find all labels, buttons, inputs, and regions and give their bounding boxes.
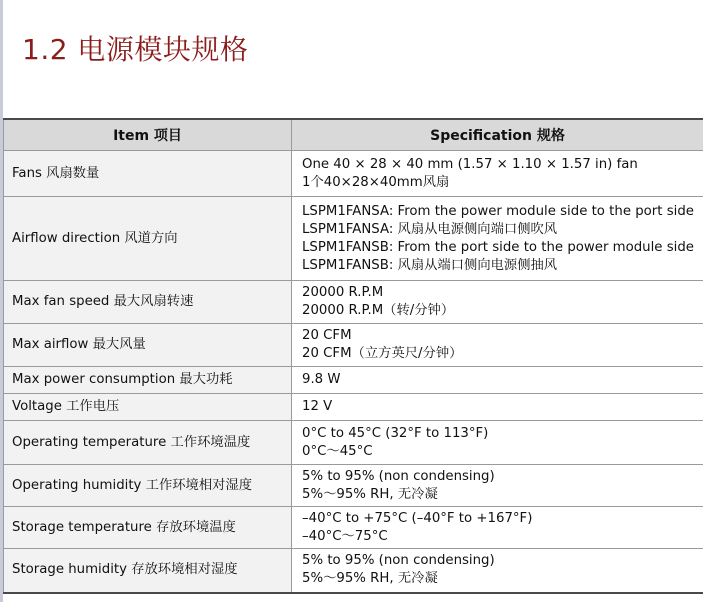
spec-line: 20000 R.P.M (302, 285, 384, 300)
table-header-row (4, 119, 703, 151)
spec-line: LSPM1FANSB: From the port side to the power module side (302, 239, 694, 255)
table-row (4, 324, 703, 367)
row-item: Voltage 工作电压 (4, 394, 292, 421)
row-spec (292, 197, 703, 281)
table-row (4, 151, 703, 197)
table-row (4, 465, 703, 507)
row-item: Operating temperature 工作环境温度 (4, 421, 292, 465)
row-spec (292, 549, 703, 593)
row-spec (292, 324, 703, 367)
table-row (4, 549, 703, 593)
header-item: Item 项目 (4, 119, 292, 151)
spec-line: 5% to 95% (non condensing) (302, 553, 495, 569)
table-row (4, 281, 703, 324)
spec-line: 0°C to 45°C (32°F to 113°F) (302, 425, 489, 441)
spec-line: LSPM1FANSA: 风扇从电源侧向端口侧吹风 (302, 221, 558, 237)
row-spec (292, 281, 703, 324)
spec-line: 20000 R.P.M（转/分钟） (302, 303, 455, 318)
row-spec (292, 421, 703, 465)
table-row (4, 394, 703, 421)
table-row (4, 507, 703, 549)
row-spec (292, 394, 703, 421)
spec-line: 0°C～45°C (302, 443, 373, 459)
row-item: Max airflow 最大风量 (4, 324, 292, 367)
spec-line: One 40 × 28 × 40 mm (1.57 × 1.10 × 1.57 in) fan (302, 156, 638, 172)
spec-line: –40°C to +75°C (–40°F to +167°F) (302, 510, 533, 526)
spec-line: 5%～95% RH, 无冷凝 (302, 486, 438, 502)
spec-line: 5% to 95% (non condensing) (302, 468, 495, 484)
row-item: Max fan speed 最大风扇转速 (4, 281, 292, 324)
row-item: Max power consumption 最大功耗 (4, 367, 292, 394)
header-specification: Specification 规格 (292, 119, 703, 151)
spec-line: LSPM1FANSA: From the power module side to the port side (302, 203, 694, 219)
spec-line: 12 V (302, 399, 333, 414)
spec-line: 1个40×28×40mm风扇 (302, 174, 450, 190)
spec-line: –40°C～75°C (302, 528, 388, 544)
spec-line: 5%～95% RH, 无冷凝 (302, 571, 438, 587)
row-item: Storage humidity 存放环境相对湿度 (4, 549, 292, 593)
spec-line: 9.8 W (302, 372, 341, 387)
table-row (4, 421, 703, 465)
table-row (4, 367, 703, 394)
spec-line: LSPM1FANSB: 风扇从端口侧向电源侧抽风 (302, 257, 558, 273)
spec-line: 20 CFM（立方英尺/分钟） (302, 346, 463, 361)
row-item: Operating humidity 工作环境相对湿度 (4, 465, 292, 507)
row-item: Storage temperature 存放环境温度 (4, 507, 292, 549)
row-item: Fans 风扇数量 (4, 151, 292, 197)
specification-table (3, 118, 703, 594)
row-item: Airflow direction 风道方向 (4, 197, 292, 281)
row-spec (292, 367, 703, 394)
row-spec (292, 151, 703, 197)
spec-line: 20 CFM (302, 328, 352, 343)
row-spec (292, 465, 703, 507)
row-spec (292, 507, 703, 549)
section-title: 1.2 电源模块规格 (22, 33, 249, 66)
table-row (4, 197, 703, 281)
